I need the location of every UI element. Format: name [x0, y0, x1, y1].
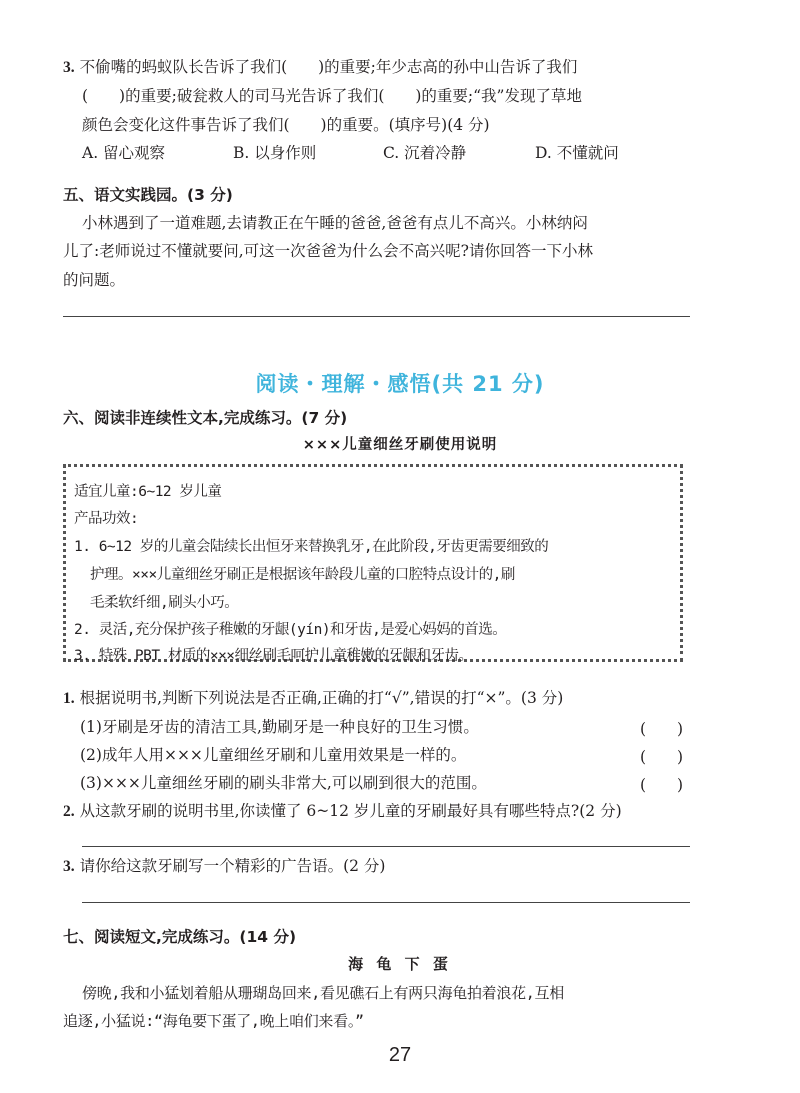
q3-option-c: C. 沉着冷静 — [383, 144, 467, 162]
section6-heading: 六、阅读非连续性文本,完成练习。(7 分) — [63, 409, 348, 427]
section-banner: 阅读・理解・感悟(共 21 分) — [255, 372, 545, 396]
q3-line1 — [63, 57, 577, 78]
box-line5: 毛柔软纤细,刷头小巧。 — [90, 595, 239, 611]
q3-line3: 颜色会变化这件事告诉了我们( )的重要。(填序号)(4 分) — [82, 116, 490, 134]
s6-q2-text: 从这款牙刷的说明书里,你读懂了 6~12 岁儿童的牙刷最好具有哪些特点?(2 分) — [79, 802, 622, 820]
q3-line2: ( )的重要;破瓮救人的司马光告诉了我们( )的重要;“我”发现了草地 — [82, 87, 582, 105]
box-line7: 3. 特殊 PBT 材质的×××细丝刷毛呵护儿童稚嫩的牙龈和牙齿。 — [74, 648, 473, 664]
box-line3: 1. 6~12 岁的儿童会陆续长出恒牙来替换乳牙,在此阶段,牙齿更需要细致的 — [74, 539, 549, 555]
story-title: 海 龟 下 蛋 — [348, 955, 452, 973]
s6-q1-answer1[interactable]: ( ) — [640, 720, 684, 738]
sec5-line3: 的问题。 — [63, 271, 126, 289]
s6-q3-number: 3. — [63, 858, 75, 875]
answer-line[interactable] — [63, 316, 690, 317]
manual-box — [63, 464, 683, 662]
story-line2: 追逐,小猛说:“海龟要下蛋了,晚上咱们来看。” — [63, 1012, 364, 1030]
s6-q3-line — [63, 856, 385, 877]
q3-text-1: 不偷嘴的蚂蚁队长告诉了我们( )的重要;年少志高的孙中山告诉了我们 — [79, 58, 578, 76]
box-line6: 2. 灵活,充分保护孩子稚嫩的牙龈(yín)和牙齿,是爱心妈妈的首选。 — [74, 622, 507, 638]
s6-q1-item1: (1)牙刷是牙齿的清洁工具,勤刷牙是一种良好的卫生习惯。 — [80, 718, 479, 736]
s6-q1-line — [63, 688, 563, 709]
sec5-line2: 儿了:老师说过不懂就要问,可这一次爸爸为什么会不高兴呢?请你回答一下小林 — [63, 242, 593, 260]
q3-number: 3. — [63, 59, 75, 76]
s6-q2-number: 2. — [63, 803, 75, 820]
story-line1: 傍晚,我和小猛划着船从珊瑚岛回来,看见礁石上有两只海龟拍着浪花,互相 — [82, 984, 564, 1002]
box-line4: 护理。×××儿童细丝牙刷正是根据该年龄段儿童的口腔特点设计的,刷 — [90, 567, 515, 583]
sec5-line1: 小林遇到了一道难题,去请教正在午睡的爸爸,爸爸有点儿不高兴。小林纳闷 — [82, 214, 588, 232]
s6-q1-item3: (3)×××儿童细丝牙刷的刷头非常大,可以刷到很大的范围。 — [80, 774, 487, 792]
q3-option-d: D. 不懂就问 — [535, 144, 619, 162]
q3-option-a: A. 留心观察 — [82, 144, 166, 162]
q3-answer-line[interactable] — [82, 902, 690, 903]
s6-q1-number: 1. — [63, 690, 75, 707]
s6-q1-answer3[interactable]: ( ) — [640, 776, 684, 794]
s6-q2-line — [63, 801, 622, 822]
q2-answer-line[interactable] — [82, 846, 690, 847]
box-line1: 适宜儿童:6~12 岁儿童 — [74, 484, 222, 500]
s6-q1-item2: (2)成年人用×××儿童细丝牙刷和儿童用效果是一样的。 — [80, 746, 467, 764]
s6-q1-text: 根据说明书,判断下列说法是否正确,正确的打“√”,错误的打“×”。(3 分) — [79, 689, 564, 707]
section7-heading: 七、阅读短文,完成练习。(14 分) — [63, 928, 297, 946]
page-number: 27 — [388, 1044, 412, 1066]
box-line2: 产品功效: — [74, 511, 139, 527]
q3-option-b: B. 以身作则 — [233, 144, 317, 162]
section5-heading: 五、语文实践园。(3 分) — [63, 186, 233, 204]
s6-q1-answer2[interactable]: ( ) — [640, 748, 684, 766]
manual-title: ×××儿童细丝牙刷使用说明 — [302, 437, 498, 453]
s6-q3-text: 请你给这款牙刷写一个精彩的广告语。(2 分) — [79, 857, 386, 875]
